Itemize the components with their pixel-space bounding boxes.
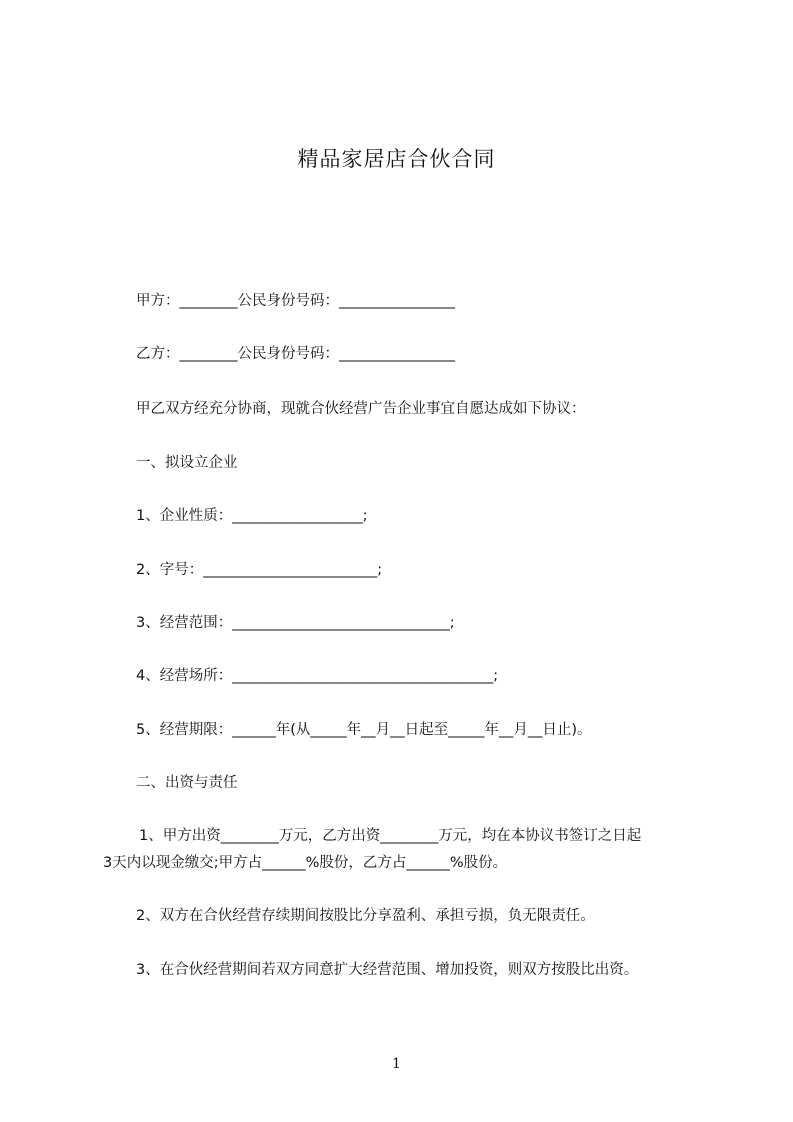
clause-1-1: 1、企业性质：__________________; [136,508,368,524]
document-title: 精品家居店合伙合同 [297,147,496,171]
clause-2-3: 3、在合伙经营期间若双方同意扩大经营范围、增加投资，则双方按股比出资。 [136,962,639,978]
clause-1-2: 2、字号：________________________; [136,562,383,578]
page-number: 1 [392,1056,401,1072]
clause-2-1: 1、甲方出资________万元，乙方出资________万元，均在本协议书签订之日起 [139,828,642,844]
clause-1-3: 3、经营范围：______________________________; [136,615,455,631]
section-2-heading: 二、出资与责任 [136,775,238,791]
clause-1-5: 5、经营期限：______年(从_____年__月__日起至_____年__月__日止)。 [136,722,592,738]
clause-2-2: 2、双方在合伙经营存续期间按股比分享盈利、承担亏损，负无限责任。 [136,908,595,924]
section-1-heading: 一、拟设立企业 [136,455,238,471]
clause-2-1-cont: 3天内以现金缴交;甲方占______%股份，乙方占______%股份。 [103,855,508,871]
clause-1-4: 4、经营场所：____________________________________; [136,668,499,684]
party-a-line: 甲方：________公民身份号码：________________ [136,293,455,309]
party-b-line: 乙方：________公民身份号码：________________ [136,346,455,362]
preamble-paragraph: 甲乙双方经充分协商，现就合伙经营广告企业事宜自愿达成如下协议： [136,401,586,417]
